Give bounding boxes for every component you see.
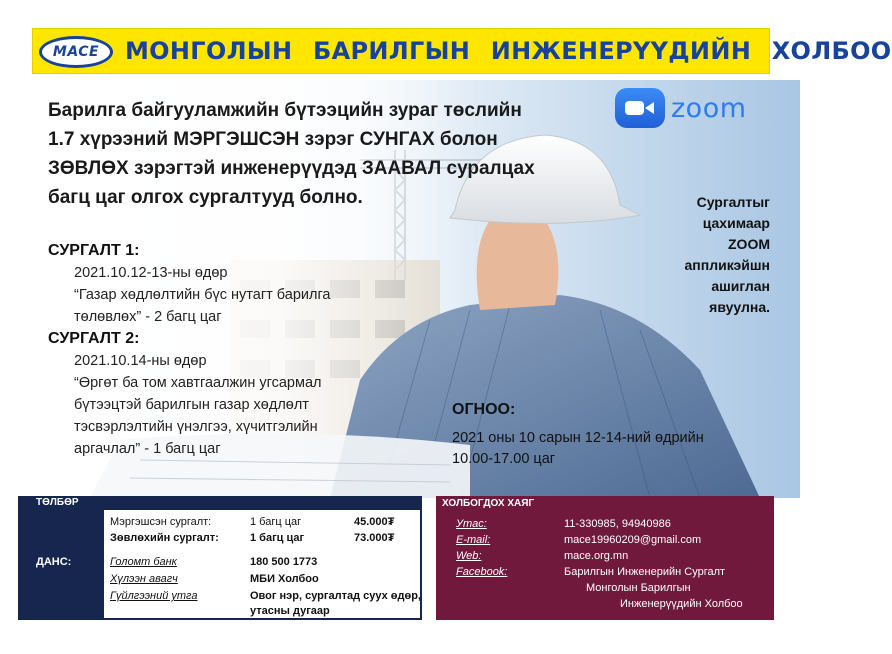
facebook-page-line: Монголын Барилгын — [586, 582, 691, 594]
note-line: ZOOM — [728, 236, 770, 252]
schedule-date: 2021 оны 10 сарын 12-14-ний өдрийн — [452, 430, 704, 446]
note-line: явуулна. — [709, 299, 770, 315]
zoom-logo — [615, 88, 747, 128]
mace-logo — [39, 36, 113, 68]
session-line: бүтээцтэй барилгын газар хөдлөлт — [74, 397, 309, 413]
transfer-note-value: утасны дугаар — [250, 605, 330, 617]
recipient-name: МБИ Холбоо — [250, 573, 319, 585]
session-line: “Өргөт ба том хавтгаалжин угсармал — [74, 375, 322, 391]
header-banner — [32, 28, 892, 74]
fee-details — [104, 510, 420, 618]
fee-panel — [18, 496, 422, 620]
headline-line: Барилга байгууламжийн бүтээцийн зураг төслийн — [48, 100, 522, 121]
facebook-page[interactable]: Барилгын Инженерийн Сургалт — [564, 566, 726, 578]
contact-key: Facebook: — [456, 566, 508, 578]
fee-price: 45.000₮ — [354, 516, 395, 528]
session-line: 2021.10.14-ны өдөр — [74, 353, 207, 369]
transfer-note-value: Овог нэр, сургалтад суух өдөр, — [250, 590, 421, 602]
note-line: цахимаар — [702, 215, 770, 231]
contact-key: Web: — [456, 550, 482, 562]
email-link[interactable]: mace19960209@gmail.com — [564, 534, 702, 546]
session-line: төлөвлөх” - 2 багц цаг — [74, 309, 222, 325]
recipient-label: Хүлээн авагч — [110, 573, 178, 585]
session-line: аргачлал” - 1 багц цаг — [74, 441, 221, 457]
course-headline — [48, 96, 588, 212]
account-label: ДАНС: — [36, 556, 72, 568]
schedule-box — [452, 398, 772, 470]
headline-line: 1.7 хүрээний МЭРГЭШСЭН зэрэг СУНГАХ болон — [48, 129, 498, 150]
fee-unit: 1 багц цаг — [250, 516, 302, 528]
fee-name: Мэргэшсэн сургалт: — [110, 516, 212, 528]
session-line: “Газар хөдлөлтийн бүс нутагт барилга — [74, 287, 331, 303]
transfer-note-label: Гүйлгээний утга — [110, 590, 198, 602]
zoom-wordmark: zoom — [671, 92, 747, 124]
session-title: СУРГАЛТ 1: — [48, 242, 140, 259]
account-number: 180 500 1773 — [250, 556, 318, 568]
contact-key: E-mail: — [456, 534, 491, 546]
contact-panel — [436, 496, 774, 620]
website-link[interactable]: mace.org.mn — [564, 550, 629, 562]
contact-key: Утас: — [456, 518, 487, 530]
logo-text: MACE — [52, 44, 100, 60]
organization-title: МОНГОЛЫН БАРИЛГЫН ИНЖЕНЕРҮҮДИЙН ХОЛБОО — [125, 37, 892, 65]
fee-tab: ТӨЛБӨР — [36, 497, 79, 508]
headline-line: багц цаг олгох сургалтууд болно. — [48, 187, 363, 208]
zoom-camera-icon — [615, 88, 665, 128]
note-line: аппликэйшн — [684, 257, 770, 273]
bank-name: Голомт банк — [110, 556, 177, 568]
fee-unit: 1 багц цаг — [250, 532, 305, 544]
fee-price: 73.000₮ — [354, 532, 395, 544]
session-line: 2021.10.12-13-ны өдөр — [74, 265, 228, 281]
session-list — [48, 240, 388, 460]
online-delivery-note — [630, 192, 770, 318]
schedule-label: ОГНОО: — [452, 401, 516, 418]
note-line: ашиглан — [711, 278, 770, 294]
headline-line: ЗӨВЛӨХ зэрэгтэй инженерүүдэд ЗААВАЛ суралцах — [48, 158, 535, 179]
fee-name: Зөвлөхийн сургалт: — [110, 532, 219, 544]
phone-value: 11-330985, 94940986 — [564, 518, 671, 530]
facebook-page-line: Инженерүүдийн Холбоо — [620, 598, 743, 610]
contact-tab: ХОЛБОГДОХ ХАЯГ — [442, 498, 535, 509]
session-title: СУРГАЛТ 2: — [48, 330, 140, 347]
note-line: Сургалтыг — [696, 194, 770, 210]
schedule-time: 10.00-17.00 цаг — [452, 451, 556, 467]
session-line: тэсвэрлэлтийн үнэлгээ, хүчитгэлийн — [74, 419, 318, 435]
